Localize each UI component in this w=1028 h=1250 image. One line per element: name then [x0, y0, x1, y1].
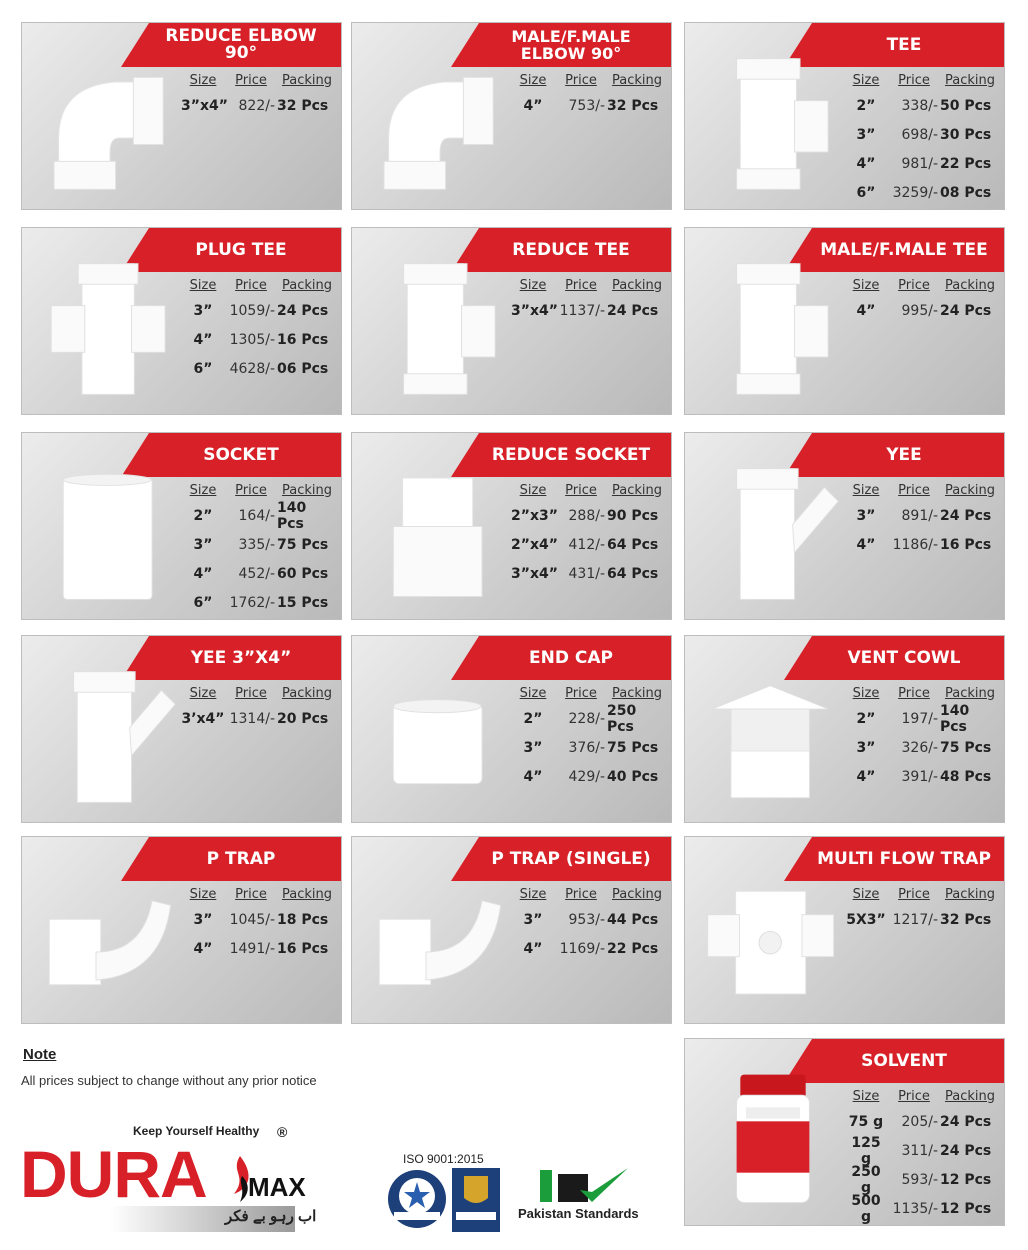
- packing-cell: 08 Pcs: [940, 184, 992, 201]
- price-cell: 1217/-: [892, 911, 938, 928]
- price-cell: 981/-: [901, 155, 938, 172]
- packing-cell: 12 Pcs: [940, 1171, 992, 1188]
- size-cell: 3”x4”: [511, 565, 558, 582]
- price-table-header: [844, 682, 1000, 704]
- size-cell: 2”: [523, 710, 543, 727]
- yee-icon: [703, 459, 843, 609]
- price-cell: 1314/-: [229, 710, 275, 727]
- packing-cell: 22 Pcs: [940, 155, 992, 172]
- table-row: [181, 934, 337, 963]
- price-cell: 431/-: [568, 565, 605, 582]
- size-cell: 6”: [856, 184, 876, 201]
- table-row: [511, 501, 667, 530]
- packing-cell: 24 Pcs: [940, 302, 992, 319]
- price-header: Price: [235, 277, 267, 293]
- price-table-header: [844, 69, 1000, 91]
- table-row: [844, 296, 1000, 325]
- price-cell: 452/-: [238, 565, 275, 582]
- product-card: [21, 432, 342, 620]
- size-cell: 4”: [856, 768, 876, 785]
- price-table-header: [511, 682, 667, 704]
- size-cell: 3”: [856, 126, 876, 143]
- size-header: Size: [852, 685, 880, 701]
- packing-header: Packing: [944, 72, 995, 88]
- size-cell: 4”: [193, 331, 213, 348]
- price-cell: 3259/-: [892, 184, 938, 201]
- packing-cell: 64 Pcs: [607, 536, 659, 553]
- packing-header: Packing: [611, 482, 662, 498]
- product-title: MALE/F.MALE ELBOW 90°: [511, 27, 631, 63]
- table-row: [844, 149, 1000, 178]
- size-cell: 4”: [856, 302, 876, 319]
- table-row: [844, 501, 1000, 530]
- size-cell: 4”: [193, 565, 213, 582]
- product-title: REDUCE ELBOW 90°: [165, 26, 317, 63]
- price-table-header: [511, 69, 667, 91]
- price-table: [844, 479, 1000, 559]
- table-row: [844, 530, 1000, 559]
- product-title: VENT COWL: [847, 647, 961, 668]
- table-row: [181, 704, 337, 733]
- packing-header: Packing: [611, 886, 662, 902]
- packing-header: Packing: [281, 886, 332, 902]
- price-table-header: [181, 682, 337, 704]
- end-cap-icon: [370, 662, 510, 812]
- packing-cell: 75 Pcs: [940, 739, 992, 756]
- elbow-icon: [370, 49, 510, 199]
- price-cell: 995/-: [901, 302, 938, 319]
- packing-cell: 250 Pcs: [607, 702, 637, 735]
- size-cell: 2”: [856, 97, 876, 114]
- packing-cell: 32 Pcs: [607, 97, 659, 114]
- price-cell: 1762/-: [229, 594, 275, 611]
- packing-header: Packing: [944, 1088, 995, 1104]
- price-table-header: [511, 479, 667, 501]
- table-row: [844, 1194, 1000, 1223]
- size-cell: 4”: [523, 97, 543, 114]
- packing-cell: 20 Pcs: [277, 710, 329, 727]
- size-header: Size: [519, 482, 547, 498]
- product-title: MULTI FLOW TRAP: [817, 848, 991, 869]
- price-table: [181, 883, 337, 963]
- price-table-header: [844, 274, 1000, 296]
- table-row: [844, 1136, 1000, 1165]
- iso-label: ISO 9001:2015: [403, 1152, 484, 1166]
- isoqar-badge-icon: [386, 1168, 448, 1237]
- price-table-header: [844, 1085, 1000, 1107]
- price-table: [844, 883, 1000, 934]
- yee-icon: [40, 662, 180, 812]
- price-header: Price: [898, 685, 930, 701]
- p-trap-icon: [40, 863, 180, 1013]
- product-title: P TRAP: [206, 848, 276, 869]
- product-card: [684, 836, 1005, 1024]
- note-text: All prices subject to change without any prior notice: [21, 1073, 317, 1088]
- product-card: [351, 836, 672, 1024]
- size-header: Size: [852, 72, 880, 88]
- size-header: Size: [519, 277, 547, 293]
- table-row: [844, 1107, 1000, 1136]
- registered-mark: ®: [277, 1124, 288, 1140]
- packing-cell: 15 Pcs: [277, 594, 329, 611]
- price-cell: 4628/-: [229, 360, 275, 377]
- price-table: [511, 479, 667, 588]
- size-cell: 3”: [856, 507, 876, 524]
- product-card: [684, 432, 1005, 620]
- packing-cell: 24 Pcs: [940, 1142, 992, 1159]
- table-row: [844, 905, 1000, 934]
- product-title: MALE/F.MALE TEE: [820, 239, 988, 260]
- tee-icon: [370, 254, 510, 404]
- price-table-header: [844, 479, 1000, 501]
- packing-header: Packing: [281, 685, 332, 701]
- price-cell: 335/-: [238, 536, 275, 553]
- size-header: Size: [519, 685, 547, 701]
- table-row: [844, 120, 1000, 149]
- price-header: Price: [235, 482, 267, 498]
- table-row: [181, 530, 337, 559]
- product-title: SOLVENT: [861, 1050, 947, 1071]
- price-header: Price: [235, 886, 267, 902]
- size-cell: 3”: [856, 739, 876, 756]
- size-header: Size: [189, 685, 217, 701]
- price-header: Price: [898, 482, 930, 498]
- price-header: Price: [235, 685, 267, 701]
- packing-cell: 32 Pcs: [277, 97, 329, 114]
- table-row: [181, 354, 337, 383]
- size-cell: 3”: [193, 911, 213, 928]
- product-card: [684, 227, 1005, 415]
- table-row: [844, 733, 1000, 762]
- packing-cell: 44 Pcs: [607, 911, 659, 928]
- table-row: [181, 588, 337, 617]
- size-header: Size: [852, 482, 880, 498]
- brand-urdu-slogan: اب رہو بے فکر: [225, 1208, 317, 1225]
- reduce-socket-icon: [370, 459, 510, 609]
- brand-tagline: Keep Yourself Healthy: [133, 1124, 260, 1138]
- packing-cell: 90 Pcs: [607, 507, 659, 524]
- table-row: [844, 1165, 1000, 1194]
- packing-header: Packing: [944, 277, 995, 293]
- price-header: Price: [565, 482, 597, 498]
- table-row: [181, 559, 337, 588]
- packing-cell: 48 Pcs: [940, 768, 992, 785]
- size-cell: 6”: [193, 594, 213, 611]
- product-title: YEE 3”X4”: [190, 647, 292, 668]
- packing-cell: 140 Pcs: [277, 499, 307, 532]
- table-row: [844, 762, 1000, 791]
- size-cell: 4”: [523, 940, 543, 957]
- size-cell: 3”: [193, 302, 213, 319]
- packing-cell: 30 Pcs: [940, 126, 992, 143]
- ukas-badge-icon: [452, 1168, 500, 1237]
- product-card: [351, 432, 672, 620]
- price-cell: 288/-: [568, 507, 605, 524]
- price-cell: 412/-: [568, 536, 605, 553]
- packing-cell: 140 Pcs: [940, 702, 970, 735]
- table-row: [181, 905, 337, 934]
- packing-cell: 50 Pcs: [940, 97, 992, 114]
- price-table: [511, 682, 667, 791]
- size-header: Size: [189, 886, 217, 902]
- product-title: END CAP: [529, 647, 613, 668]
- packing-cell: 24 Pcs: [940, 507, 992, 524]
- price-table: [511, 883, 667, 963]
- size-cell: 4”: [523, 768, 543, 785]
- table-row: [844, 704, 1000, 733]
- price-cell: 391/-: [901, 768, 938, 785]
- product-card: [684, 22, 1005, 210]
- table-row: [511, 704, 667, 733]
- packing-cell: 24 Pcs: [940, 1113, 992, 1130]
- product-card: [21, 635, 342, 823]
- size-cell: 2”: [856, 710, 876, 727]
- size-cell: 5X3”: [846, 911, 886, 928]
- price-table: [844, 682, 1000, 791]
- product-title: SOCKET: [203, 444, 279, 465]
- price-header: Price: [565, 72, 597, 88]
- brand-name: DURA: [20, 1137, 207, 1211]
- packing-cell: 24 Pcs: [277, 302, 329, 319]
- table-row: [511, 905, 667, 934]
- price-header: Price: [235, 72, 267, 88]
- product-title: REDUCE SOCKET: [491, 444, 651, 465]
- price-table-header: [511, 274, 667, 296]
- packing-cell: 16 Pcs: [940, 536, 992, 553]
- price-table-header: [181, 883, 337, 905]
- size-cell: 3”: [523, 739, 543, 756]
- table-row: [181, 296, 337, 325]
- price-cell: 197/-: [901, 710, 938, 727]
- packing-header: Packing: [944, 482, 995, 498]
- size-cell: 3”x4”: [511, 302, 558, 319]
- price-header: Price: [898, 277, 930, 293]
- table-row: [511, 934, 667, 963]
- product-card: [21, 227, 342, 415]
- table-row: [511, 530, 667, 559]
- multi-flow-trap-icon: [703, 863, 843, 1013]
- packing-header: Packing: [281, 277, 332, 293]
- product-card: [684, 635, 1005, 823]
- packing-cell: 16 Pcs: [277, 331, 329, 348]
- size-cell: 4”: [856, 155, 876, 172]
- packing-cell: 64 Pcs: [607, 565, 659, 582]
- table-row: [511, 733, 667, 762]
- packing-cell: 16 Pcs: [277, 940, 329, 957]
- price-table: [181, 274, 337, 383]
- product-title: PLUG TEE: [195, 239, 287, 260]
- price-cell: 698/-: [901, 126, 938, 143]
- product-title: TEE: [886, 34, 922, 55]
- price-header: Price: [565, 685, 597, 701]
- socket-icon: [40, 459, 180, 609]
- price-cell: 1169/-: [559, 940, 605, 957]
- table-row: [844, 178, 1000, 207]
- table-row: [511, 559, 667, 588]
- product-card: [684, 1038, 1005, 1226]
- price-cell: 1137/-: [559, 302, 605, 319]
- packing-header: Packing: [611, 277, 662, 293]
- size-header: Size: [852, 1088, 880, 1104]
- product-card: [351, 635, 672, 823]
- price-cell: 1135/-: [892, 1200, 938, 1217]
- tee-icon: [703, 254, 843, 404]
- size-cell: 125 g: [851, 1134, 881, 1167]
- price-cell: 822/-: [238, 97, 275, 114]
- price-table: [844, 69, 1000, 207]
- size-header: Size: [852, 277, 880, 293]
- price-header: Price: [898, 886, 930, 902]
- size-cell: 3’x4”: [181, 710, 225, 727]
- price-cell: 228/-: [568, 710, 605, 727]
- price-cell: 326/-: [901, 739, 938, 756]
- price-table: [181, 479, 337, 617]
- price-header: Price: [565, 886, 597, 902]
- price-cell: 1045/-: [229, 911, 275, 928]
- size-cell: 4”: [856, 536, 876, 553]
- note-title: Note: [23, 1046, 57, 1063]
- tee-icon: [703, 49, 843, 199]
- size-cell: 2”: [193, 507, 213, 524]
- price-cell: 1491/-: [229, 940, 275, 957]
- size-cell: 6”: [193, 360, 213, 377]
- pakistan-standards-label: Pakistan Standards: [518, 1206, 639, 1221]
- product-card: [21, 22, 342, 210]
- size-cell: 75 g: [848, 1113, 884, 1130]
- table-row: [511, 762, 667, 791]
- price-header: Price: [898, 72, 930, 88]
- price-table: [511, 69, 667, 120]
- price-cell: 1059/-: [229, 302, 275, 319]
- price-cell: 891/-: [901, 507, 938, 524]
- price-table: [844, 1085, 1000, 1223]
- size-cell: 500 g: [851, 1192, 881, 1225]
- packing-header: Packing: [611, 685, 662, 701]
- product-title: REDUCE TEE: [512, 239, 630, 260]
- packing-header: Packing: [611, 72, 662, 88]
- table-row: [511, 296, 667, 325]
- p-trap-icon: [370, 863, 510, 1013]
- price-cell: 376/-: [568, 739, 605, 756]
- price-cell: 429/-: [568, 768, 605, 785]
- product-card: [351, 22, 672, 210]
- price-cell: 1186/-: [892, 536, 938, 553]
- price-cell: 164/-: [238, 507, 275, 524]
- size-header: Size: [519, 72, 547, 88]
- packing-cell: 06 Pcs: [277, 360, 329, 377]
- price-header: Price: [565, 277, 597, 293]
- price-table: [181, 682, 337, 733]
- size-header: Size: [189, 72, 217, 88]
- packing-cell: 22 Pcs: [607, 940, 659, 957]
- packing-cell: 75 Pcs: [607, 739, 659, 756]
- price-cell: 953/-: [568, 911, 605, 928]
- size-header: Size: [189, 277, 217, 293]
- price-cell: 1305/-: [229, 331, 275, 348]
- size-cell: 3”: [193, 536, 213, 553]
- size-cell: 3”x4”: [181, 97, 228, 114]
- size-cell: 250 g: [851, 1163, 881, 1196]
- price-table: [181, 69, 337, 120]
- size-cell: 3”: [523, 911, 543, 928]
- elbow-icon: [40, 49, 180, 199]
- price-table-header: [511, 883, 667, 905]
- price-cell: 311/-: [901, 1142, 938, 1159]
- price-cell: 205/-: [901, 1113, 938, 1130]
- packing-cell: 32 Pcs: [940, 911, 992, 928]
- table-row: [181, 91, 337, 120]
- price-table: [511, 274, 667, 325]
- packing-cell: 18 Pcs: [277, 911, 329, 928]
- price-cell: 593/-: [901, 1171, 938, 1188]
- packing-header: Packing: [281, 482, 332, 498]
- size-cell: 4”: [193, 940, 213, 957]
- vent-cowl-icon: [703, 662, 843, 812]
- table-row: [511, 91, 667, 120]
- table-row: [181, 325, 337, 354]
- packing-cell: 40 Pcs: [607, 768, 659, 785]
- packing-header: Packing: [281, 72, 332, 88]
- plug-tee-icon: [40, 254, 180, 404]
- table-row: [844, 91, 1000, 120]
- product-title: YEE: [886, 444, 922, 465]
- size-cell: 2”x3”: [511, 507, 558, 524]
- packing-cell: 60 Pcs: [277, 565, 329, 582]
- size-header: Size: [519, 886, 547, 902]
- product-card: [351, 227, 672, 415]
- packing-cell: 12 Pcs: [940, 1200, 992, 1217]
- packing-cell: 24 Pcs: [607, 302, 659, 319]
- table-row: [181, 501, 337, 530]
- price-table-header: [844, 883, 1000, 905]
- packing-cell: 75 Pcs: [277, 536, 329, 553]
- price-table-header: [181, 274, 337, 296]
- size-header: Size: [852, 886, 880, 902]
- size-cell: 2”x4”: [511, 536, 558, 553]
- product-title: P TRAP (SINGLE): [491, 848, 651, 869]
- price-cell: 753/-: [568, 97, 605, 114]
- price-cell: 338/-: [901, 97, 938, 114]
- product-card: [21, 836, 342, 1024]
- price-header: Price: [898, 1088, 930, 1104]
- durax-logo: [20, 1122, 330, 1237]
- price-table: [844, 274, 1000, 325]
- solvent-jar-icon: [703, 1065, 843, 1215]
- price-table-header: [181, 479, 337, 501]
- brand-suffix: MAX: [248, 1172, 306, 1202]
- packing-header: Packing: [944, 685, 995, 701]
- packing-header: Packing: [944, 886, 995, 902]
- size-header: Size: [189, 482, 217, 498]
- price-table-header: [181, 69, 337, 91]
